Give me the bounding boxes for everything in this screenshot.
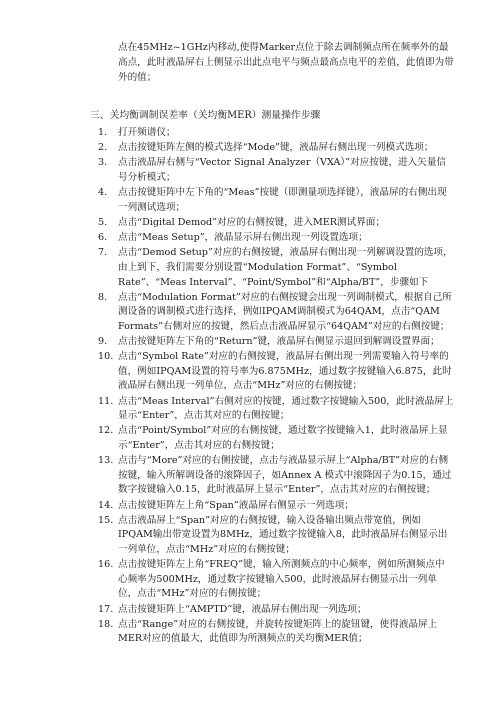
step-text: 点击“Point/Symbol”对应的右侧按键，通过数字按键输入1，此时液晶屏上显示“Enter”，点击其对应的右侧按键； [118, 425, 448, 451]
list-item [70, 141, 454, 156]
list-item [70, 558, 454, 602]
step-number: 14. [98, 499, 114, 511]
step-number: 10. [98, 351, 114, 363]
step-number: 17. [98, 603, 114, 615]
step-text: 点击按键矩阵左侧的模式选择“Mode”键，液晶屏右侧出现一列模式选项； [118, 142, 434, 154]
list-item [70, 156, 454, 185]
list-item [70, 454, 454, 498]
step-number: 12. [98, 425, 114, 437]
step-number: 9. [98, 336, 108, 348]
section-title: 三、关均衡调制误差率（关均衡MER）测量操作步骤 [90, 110, 321, 121]
list-item [70, 126, 454, 141]
list-item [70, 603, 454, 618]
step-text: 点击与“More”对应的右侧按键，点击与液晶显示屏上“Alpha/BT”对应的右侧按键，输入所解调设备的滚降因子，如Annex A 模式中滚降因子为0.15，通过数字按键输入0.15，此时液晶屏上显示“Enter”，点击其对应的右侧按键； [118, 455, 452, 496]
step-number: 16. [98, 559, 114, 571]
step-text: 点击按键矩阵中左下角的“Meas”按键（即测量项选择键），液晶屏的右侧出现一列测试选项； [118, 187, 447, 213]
step-text: 点击液晶屏右侧与“Vector Signal Analyzer（VXA）”对应按键，进入矢量信号分析模式； [118, 157, 447, 183]
step-number: 6. [98, 232, 108, 244]
step-number: 13. [98, 455, 114, 467]
step-number: 7. [98, 247, 108, 259]
list-item [70, 395, 454, 424]
step-number: 1. [98, 127, 108, 138]
step-number: 11. [98, 395, 114, 407]
list-item [70, 499, 454, 514]
step-text: 点击“Meas Interval”右侧对应的按键，通过数字按键输入500，此时液晶屏上显示“Enter”，点击其对应的右侧按键； [118, 395, 454, 422]
step-text: 点击按键矩阵左下角的“Return”键，液晶屏右侧显示退回到解调设置界面； [118, 336, 440, 348]
list-item [70, 291, 454, 335]
list-item [70, 216, 454, 231]
list-item [70, 246, 454, 290]
step-text: 点击“Meas Setup”，液晶显示屏右侧出现一列设置选项； [118, 232, 368, 244]
step-number: 18. [98, 618, 114, 630]
step-text: 点击“Range”对应的右侧按键，并旋转按键矩阵上的旋钮键，使得液晶屏上MER对应的值最大，此值即为所测频点的关均衡MER值； [118, 618, 438, 645]
step-number: 5. [98, 216, 108, 228]
list-item [70, 514, 454, 558]
step-text: 点击按键矩阵上“AMPTD”键，液晶屏右侧出现一列选项； [118, 603, 367, 615]
step-number: 4. [98, 187, 108, 199]
steps-list [70, 126, 454, 647]
step-text: 点击“Demod Setup”对应的右侧按键，液晶屏右侧出现一列解调设置的选项，由上到下，我们需要分别设置“Modulation Format”、“Symbol Rate”、“Meas Interval”、“Point/Symbol”和“Alpha/BT”，步骤如下 [118, 247, 453, 288]
step-text: 点击“Modulation Format”对应的右侧按键会出现一列调制模式，根据自己所测设备的调制模式进行选择，例如IPQAM调制模式为64QAM，点击“QAM Formats”右侧对应的按键，然后点击液晶屏显示“64QAM”对应的右侧按键； [118, 291, 452, 332]
list-item [70, 335, 454, 350]
intro-paragraph: 点在45MHz~1GHz内移动,使得Marker点位于除去调制频点所在频率外的最高点，此时液晶屏右上侧显示出此点电平与频点最高点电平的差值，此值即为带外的值； [118, 42, 454, 83]
list-item [70, 231, 454, 246]
list-item [70, 350, 454, 394]
list-item [70, 186, 454, 215]
step-number: 2. [98, 142, 108, 154]
step-number: 15. [98, 514, 114, 526]
step-text: 点击“Symbol Rate”对应的右侧按键，液晶屏右侧出现一列需要输入符号率的值，例如IPQAM设置的符号率为6.875MHz，通过数字按键输入6.875，此时液晶屏右侧出现一列单位，点击“MHz”对应的右侧按键； [118, 351, 452, 392]
step-text: 点击按键矩阵左上角“FREQ”键，输入所测频点的中心频率，例如所测频点中心频率为500MHz，通过数字按键输入500，此时液晶屏右侧显示出一列单位，点击“MHz”对应的右侧按键； [118, 559, 445, 600]
step-number: 3. [98, 157, 108, 169]
step-text: 点击“Digital Demod”对应的右侧按键，进入MER测试界面； [118, 216, 385, 228]
list-item [70, 618, 454, 647]
step-number: 8. [98, 291, 108, 303]
step-text: 点击液晶屏上“Span”对应的右侧按键，输入设备输出频点带宽值，例如IPQAM输出带宽设置为8MHz，通过数字按键输入8，此时液晶屏右侧显示出一列单位，点击“MHz”对应的右侧按键； [118, 514, 448, 555]
step-text: 打开频谱仪； [118, 127, 176, 138]
step-text: 点击按键矩阵左上角“Span”液晶屏右侧显示一列选项； [118, 499, 354, 511]
list-item [70, 424, 454, 453]
